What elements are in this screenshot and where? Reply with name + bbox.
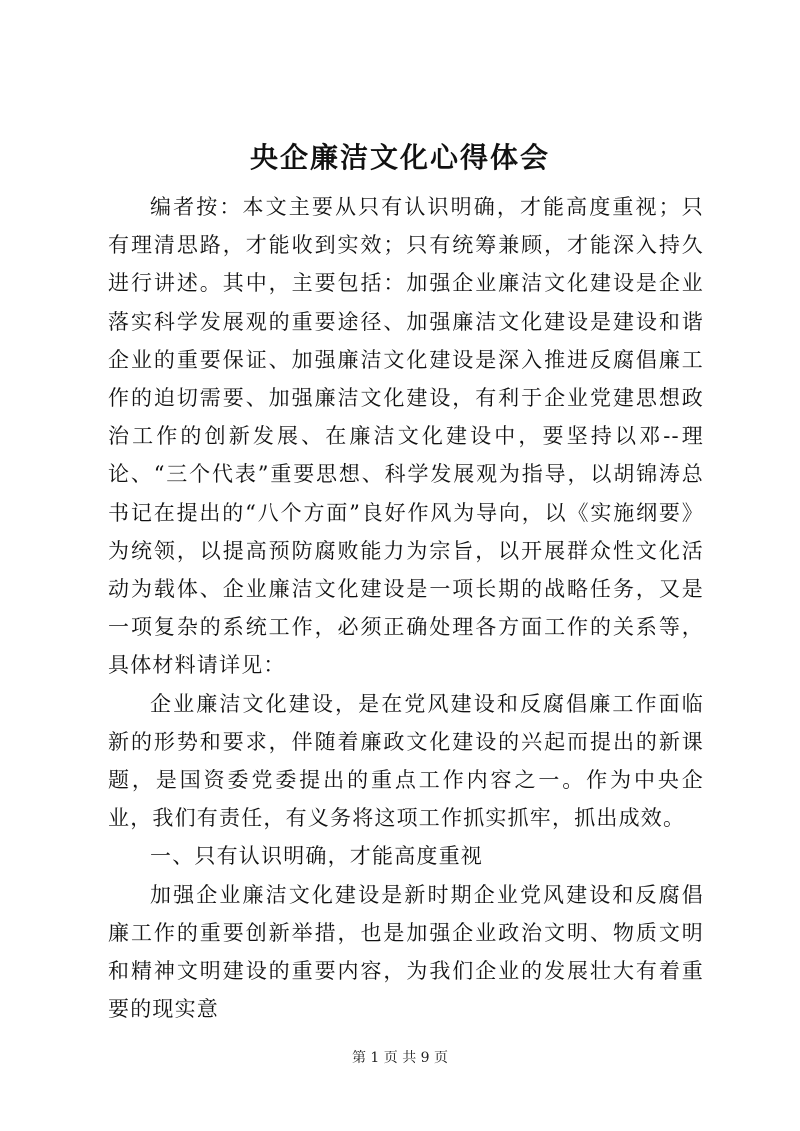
- page-footer: 第 1 页 共 9 页: [351, 1050, 449, 1066]
- editor-note-paragraph: 编者按：本文主要从只有认识明确，才能高度重视；只有理清思路，才能收到实效；只有统筹兼顾，才能深入持久进行讲述。其中，主要包括：加强企业廉洁文化建设是企业落实科学发展观的重要途径、加强廉洁文化建设是建设和谐企业的重要保证、加强廉洁文化建设是深入推进反腐倡廉工作的迫切需要、加强廉洁文化建设，有利于企业党建思想政治工作的创新发展、在廉洁文化建设中，要坚持以邓--理论、“三个代表”重要思想、科学发展观为指导，以胡锦涛总书记在提出的“八个方面”良好作风为导向，以《实施纲要》为统领，以提高预防腐败能力为宗旨，以开展群众性文化活动为载体、企业廉洁文化建设是一项长期的战略任务，又是一项复杂的系统工作，必须正确处理各方面工作的关系等，具体材料请详见：: [108, 195, 704, 678]
- intro-paragraph: 企业廉洁文化建设，是在党风建设和反腐倡廉工作面临新的形势和要求，伴随着廉政文化建设的兴起而提出的新课题，是国资委党委提出的重点工作内容之一。作为中央企业，我们有责任，有义务将这项工作抓实抓牢，抓出成效。: [108, 691, 704, 831]
- section-paragraph: 加强企业廉洁文化建设是新时期企业党风建设和反腐倡廉工作的重要创新举措，也是加强企业政治文明、物质文明和精神文明建设的重要内容，为我们企业的发展壮大有着重要的现实意: [108, 882, 704, 1022]
- document-title: 央企廉洁文化心得体会: [249, 141, 550, 174]
- section-heading: 一、只有认识明确，才能高度重视: [150, 844, 483, 869]
- document-body: [108, 188, 704, 1028]
